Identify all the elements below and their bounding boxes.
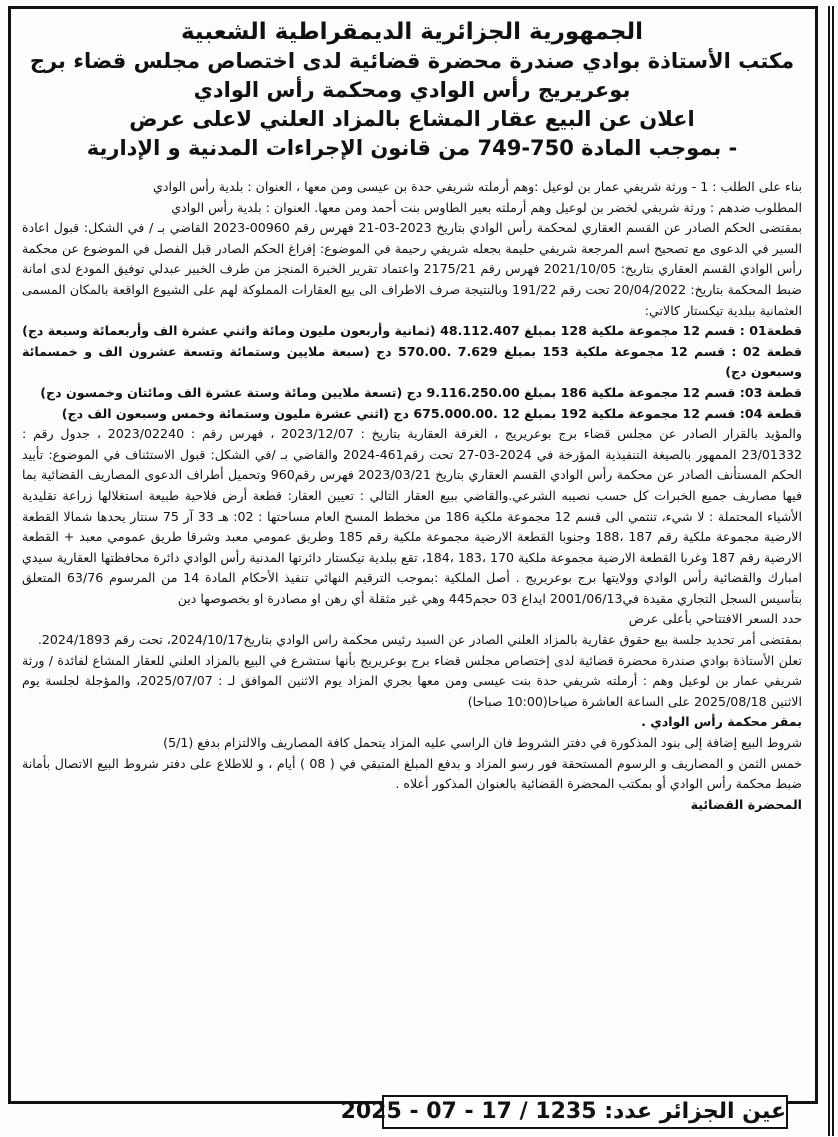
announcement-content — [22, 18, 802, 815]
header-title: اعلان عن البيع عقار المشاع بالمزاد العلني لاعلى عرض — [129, 107, 695, 131]
header-office: مكتب الأستاذة بوادي صندرة محضرة قضائية لدى اختصاص مجلس قضاء برج — [29, 49, 795, 73]
opening-price: حدد السعر الافتتاحي بأعلى عرض — [628, 611, 802, 627]
column-rule — [828, 6, 834, 1136]
plot-01: قطعة01 : قسم 12 مجموعة ملكية 128 بمبلغ 48.112.407 (ثمانية وأربعون مليون ومائة واثني عشرة الف وأربعمائة وسبعة دج) — [22, 323, 802, 339]
plot-02: قطعة 02 : قسم 12 مجموعة ملكية 153 بمبلغ 7.629 .570.00 دج (سبعة ملايين وستمائة وتسعة عشرون الف و خمسمائة وسبعون دج) — [22, 343, 802, 380]
issue-stamp: عين الجزائر عدد: 1235 / 17 - 07 - 2025 — [382, 1095, 788, 1129]
respondent-paragraph: المطلوب ضدهم : ورثة شريفي لخضر بن لوعيل وهم أرملته بعير الطاوس بنت أحمد ومن معها. العنوان : بلدية رأس الوادي — [171, 199, 802, 215]
auction-notice: تعلن الأستاذة بوادي صندرة محضرة قضائية لدى إختصاص مجلس قضاء برج بوعريريج بأنها ستشرع في البيع بالمزاد العلني للعقار المشاع لفائدة / ورثة شريفي عمار بن لوعيل وهم : أرملته شريفي حدة بنت عيسى ومن معها بجري المزاد يوم الاثنين الموافق لـ : 2025/07/07، والمؤجلة لجلسة يوم الاثنين 2025/08/18 على الساعة العاشرة صباحا(10:00 صباحا) — [22, 652, 802, 709]
header-legal-basis: - بموجب المادة 750-749 من قانون الإجراءات المدنية و الإدارية — [86, 136, 738, 160]
session-order: بمقتضى أمر تحديد جلسة بيع حقوق عقارية بالمزاد العلني الصادر عن السيد رئيس محكمة راس الوادي بتاريخ2024/10/17، تحت رقم 2024/1893. — [37, 632, 802, 648]
payment-terms: خمس الثمن و المصاريف و الرسوم المستحقة فور رسو المزاد و بدفع المبلغ المتبقي في ( 08 ) أيام ، و للاطلاع على دفتر شروط البيع الاتصال بأمانة ضبط محكمة رأس الوادي أو بمكتب المحضرة القضائية بالعنوان المذكور أعلاه . — [22, 755, 803, 792]
bailiff-signature: المحضرة القضائية — [690, 796, 802, 812]
announcement-body — [22, 177, 802, 815]
sale-conditions: شروط البيع إضافة إلى بنود المذكورة في دفتر الشروط فان الراسي عليه المزاد يتحمل كافة المصاريف والالتزام بدفع (5/1) — [163, 735, 802, 751]
plot-04: قطعة 04: قسم 12 مجموعة ملكية 192 بمبلغ 12 .675.000.00 دج (اثني عشرة مليون وستمائة وخمس وسبعون الف دج) — [61, 405, 802, 421]
header-court: بوعريريج رأس الوادي ومحكمة رأس الوادي — [193, 78, 631, 102]
requester-paragraph: بناء على الطلب : 1 - ورثة شريفي عمار بن لوعيل :وهم أرملته شريفي حدة بن عيسى ومن معها ، العنوان : بلدية رأس الوادي — [153, 179, 802, 194]
appeal-paragraph: والمؤيد بالقرار الصادر عن مجلس قضاء برج بوعريريج ، الغرفة العقارية بتاريخ : 2023/12/07 ، فهرس رقم : 2023/02240 ، جدول رقم : 23/01332 الممهور بالصيغة التنفيذية المؤرخة في 2024-03-27 تحت رقم461-2024 والقاضي بـ /في الشكل: قبول الاستئناف في الموضوع: تأييد الحكم المستأنف الصادر عن محكمة رأس الوادي القسم العقاري بتاريخ 2023/03/21 فهرس رقم960 وتحميل أطراف الدعوى المصاريف القضائية بما فيها مصاريف جميع الخبرات كل حسب نصيبه الشرعي.والقاضي ببيع العقار التالي : تعيين العقار: قطعة أرض فلاحية طبيعة استغلالها زراعة تقليدية الأشياء المحتملة : لا شيء، تنتمي الى قسم 12 مجموعة ملكية 186 من مخطط المسح العام مساحتها : 02: هـ 33 آر 75 سنتار يحدها شمالا القطعة الارضية مجموعة ملكية رقم 187 ،188 وجنوبا القطعة الارضية مجموعة ملكية رقم 185 وطريق عمومي معبد وشرقا طريق عمومي معبد + القطعة الارضية رقم 187 وغربا القطعة الارضية مجموعة ملكية 170 ،183 ،184، تقع ببلدية تيكستار دائرتها المدنية رأس الوادي دائرة محافظتها العقارية سيدي امبارك والقضائية رأس الوادي وولايتها برج بوعريريج . أصل الملكية :بموجب الترقيم النهائي تنفيذ الأحكام المادة 14 من المرسوم 63/76 المتعلق بتأسيس السجل التجاري مقيدة في2001/06/13 ايداع 03 حجم445 وهي غير مثقلة أي رهن او مصادرة او بخصوصها دين — [22, 426, 803, 606]
judgment-paragraph: بمقتضى الحكم الصادر عن القسم العقاري لمحكمة رأس الوادي بتاريخ 2023-03-21 فهرس رقم 00960-2023 القاضي بـ / في الشكل: قبول اعادة السير في الدعوى مع تصحيح اسم المرجعة شريفي حليمة بجعله شريفي رحيمة في الموضوع: إفراغ الحكم الصادر قبل الفصل في الموضوع عن محكمة رأس الوادي القسم العقاري بتاريخ: 2021/10/05 فهرس رقم 2175/21 واعتماد تقرير الخبرة المنجز من طرف الخبير عبدلي توفيق المودع لدى امانة ضبط المحكمة بتاريخ: 20/04/2022 تحت رقم 191/22 وبالنتيجة صرف الاطراف الى بيع العقارات المملوكة لهم على الشيوع الواقعة بالمكان المسمى العثمانية ببلدية تيكستار كالاتي: — [22, 220, 802, 318]
header-republic: الجمهورية الجزائرية الديمقراطية الشعبية — [180, 19, 644, 45]
plot-03: قطعة 03: قسم 12 مجموعة ملكية 186 بمبلغ 9.116.250.00 دج (تسعة ملايين ومائة وستة عشرة الف ومائتان وخمسون دج) — [40, 384, 802, 400]
auction-location: بمقر محكمة رأس الوادي . — [641, 714, 802, 730]
